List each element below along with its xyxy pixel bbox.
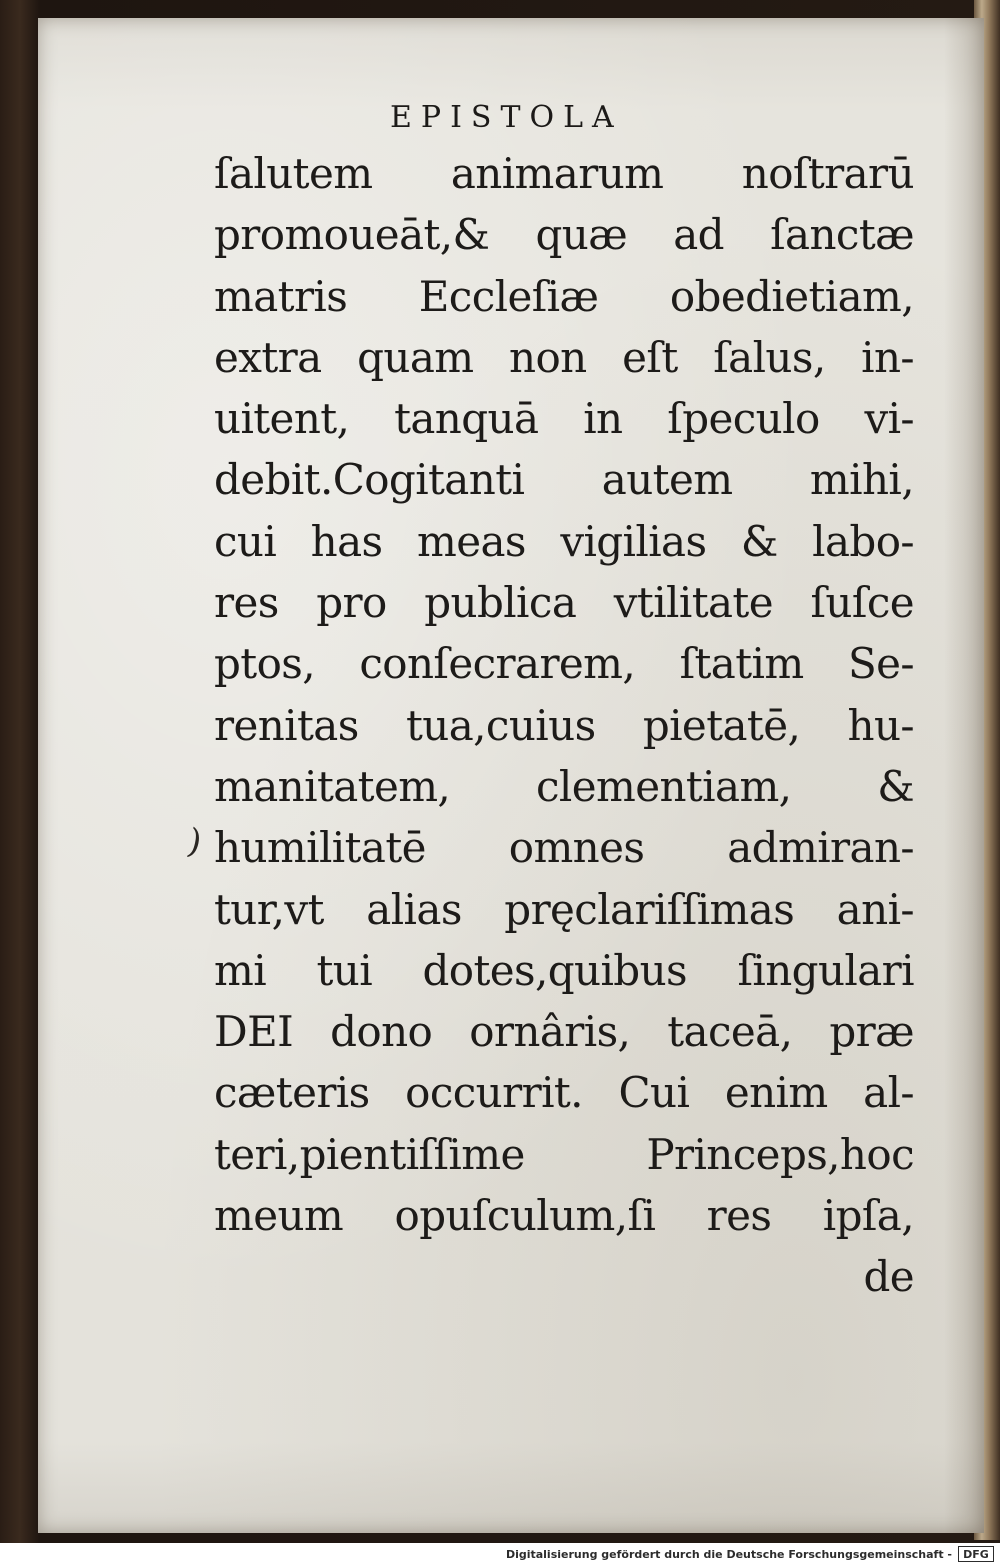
catchword: de	[863, 1252, 914, 1302]
footer-bar	[0, 1543, 1000, 1565]
text-line: mi tui dotes,quibus ſingulari	[214, 945, 914, 995]
text-line: matris Eccleſiæ obedietiam,	[214, 271, 914, 321]
text-line: DEI dono ornâris, taceā, præ	[214, 1007, 914, 1057]
text-line: renitas tua,cuius pietatē, hu-	[214, 700, 914, 750]
running-head: EPISTOLA	[390, 100, 623, 135]
text-line: humilitatē omnes admiran-	[214, 823, 914, 873]
text-line: res pro publica vtilitate ſuſce	[214, 578, 914, 628]
text-line: extra quam non eſt ſalus, in-	[214, 332, 914, 382]
text-line: promoueāt,& quæ ad ſanctæ	[214, 210, 914, 260]
text-line: uitent, tanquā in ſpeculo vi-	[214, 394, 914, 444]
text-line: tur,vt alias pręclariſſimas ani-	[214, 884, 914, 934]
text-line: cui has meas vigilias & labo-	[214, 516, 914, 566]
text-line: debit.Cogitanti autem mihi,	[214, 455, 914, 505]
text-line: manitatem, clementiam, &	[214, 761, 914, 811]
text-line: meum opuſculum,ſi res ipſa,	[214, 1191, 914, 1241]
text-line: cæteris occurrit. Cui enim al-	[214, 1068, 914, 1118]
dfg-logo: DFG	[958, 1546, 994, 1562]
text-line: ſalutem animarum noſtrarū	[214, 149, 914, 198]
text-line: ptos, conſecrarem, ſtatim Se-	[214, 639, 914, 689]
page-text	[214, 143, 914, 1308]
page-shading	[944, 18, 984, 1533]
text-line: teri,pientiſſime Princeps,hoc	[214, 1129, 914, 1179]
footer-credit: Digitalisierung gefördert durch die Deutsche Forschungsgemeinschaft -	[505, 1548, 952, 1561]
margin-mark: )	[183, 821, 206, 863]
